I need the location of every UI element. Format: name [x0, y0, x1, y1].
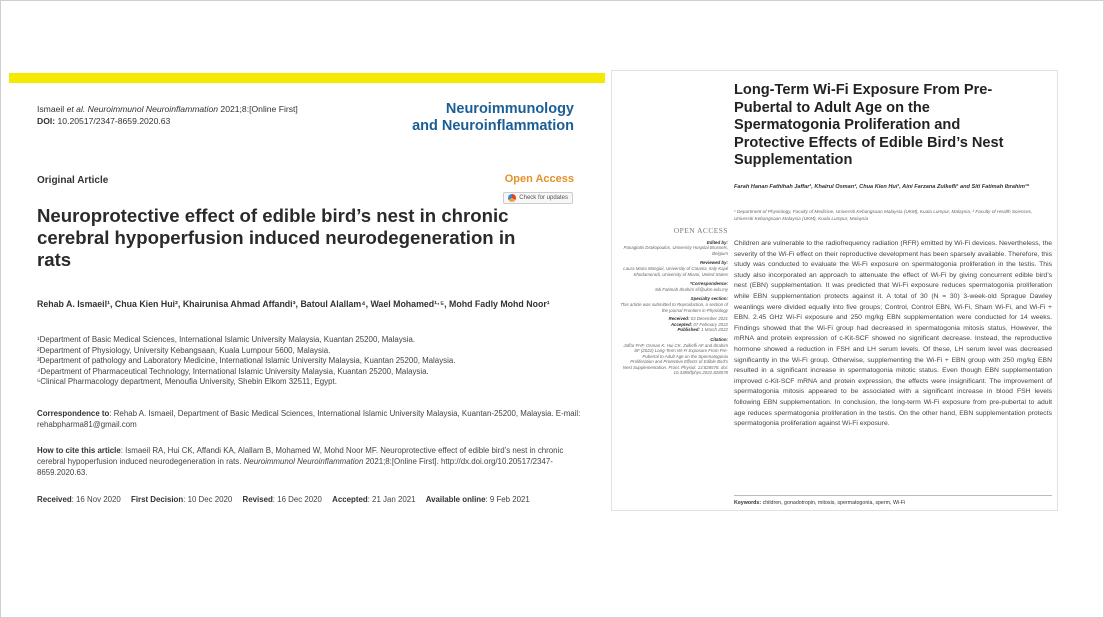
article-title: Neuroprotective effect of edible bird’s nest in chronic cerebral hypoperfusion induced neurodegeneration in rats [37, 205, 516, 270]
affiliation-item: ³Department of pathology and Laboratory Medicine, International Islamic University Malaysia, Kuantan 25200, Malaysia. [37, 356, 456, 366]
yellow-header-bar [9, 73, 605, 83]
sidebar-block: Edited by: Panagiotis Drakopoulos, University Hospital Brussels, Belgium [623, 239, 728, 256]
author-list: Rehab A. Ismaeil¹, Chua Kien Hui², Khairunisa Ahmad Affandi³, Batoul Alallam⁴, Wael Mohamed¹·⁵, Mohd Fadly Mohd Noor¹ [37, 299, 550, 309]
abstract: Children are vulnerable to the radiofrequency radiation (RFR) emitted by Wi-Fi devices. Nevertheless, the severity of the Wi-Fi effect on their reproductive development has been sparsely available. Therefore, this study was conducted to evaluate the Wi-Fi exposure on spermatogonia proliferation in the testis. This study also incorporated an approach to attenuate the effect of Wi-Fi by giving concurrent edible bird’s nest (EBN) supplementation. It was predicted that Wi-Fi exposure reduces spermatogonia proliferation while EBN supplementation protects against it. A total of 30 (N = 30) 3-week-old Sprague Dawley weanlings were divided equally into five groups; Control, Control EBN, Wi-Fi, Sham Wi-Fi, and Wi-Fi + EBN. 2.45 GHz Wi-Fi exposure and 250 mg/kg EBN supplementation were conducted for 14 weeks. Findings showed that the Wi-Fi group had decreased in spermatogonia mitosis status. However, the mRNA and protein expression of c-Kit-SCF showed no significant decrease. Instead, the reproductive hormone showed a reduction in FSH and LH serum levels. Of these, LH serum level was decreased significantly in the Wi-Fi group. Otherwise, supplementing the Wi-Fi + EBN group with 250 mg/kg EBN resulted in a significant increase in spermatogonia mitotic status. Even though EBN supplementation improved c-Kit-SCF mRNA and protein expression, the effects were insignificant. The improvement of spermatogonia mitosis appeared to be associated with a significant increase in blood FSH levels following EBN supplementation. In conclusion, the long-term Wi-Fi exposure from pre-pubertal to adult age reduces spermatogonia proliferation in the testis. On the other hand, EBN supplementation protects spermatogonia proliferation against Wi-Fi exposure. [734, 240, 1052, 428]
check-for-updates-button[interactable]: Check for updates [503, 192, 573, 204]
sidebar-block: *Correspondence: Siti Fatimah Ibrahim sfi@ukm.edu.my [654, 281, 728, 292]
affiliation-item: ²Department of Physiology, University Kebangsaan, Kuala Lumpour 5600, Malaysia. [37, 345, 331, 355]
article-type: Original Article [37, 175, 109, 186]
doi-line: DOI: 10.20517/2347-8659.2020.63 [37, 116, 171, 126]
sidebar-block: Citation: Jaffar FHF, Osman K, Hui CK, Zulkefli AF and Ibrahim SF (2022) Long-Term Wi-Fi Exposure From Pre-Pubertal to Adult Age on the Spermatogonia Proliferation and Protective Effects of Edible Bird’s Nest Supplementation. Front. Physiol. 13:828578. doi: 10.3389/fphys.2022.828578 [622, 336, 728, 376]
how-to-cite: How to cite this article: Ismaeil RA, Hui CK, Affandi KA, Alallam B, Mohamed W, Mohd Noor MF. Neuroprotective effect of edible bird’s nest in chronic cerebral hypoperfusion induced neurodegeneration in rats. Neuroimmunol Neuroinflammation 2021;8:[Online First]. http://dx.doi.org/10.20517/2347-8659.2020.63. [37, 446, 564, 477]
right-author-list: Farah Hanan Fathihah Jaffar¹, Khairul Osman², Chua Kien Hui¹, Aini Farzana Zulkefli¹ and Siti Fatimah Ibrahim¹* [734, 184, 1029, 190]
divider [734, 495, 1052, 496]
sidebar-block: Reviewed by: Laura Maria Mongioì, University of Catania, Italy Kajal Khodamoradi, University of Miami, United States [623, 260, 728, 277]
affiliation-item: ⁴Department of Pharmaceutical Technology, International Islamic University Malaysia, Kuantan 25200, Malaysia. [37, 366, 429, 376]
affiliation-item: ⁵Clinical Pharmacology department, Menoufia University, Shebin Elkom 32511, Egypt. [37, 377, 337, 387]
journal-name: Neuroimmunology and Neuroinflammation [412, 101, 574, 134]
right-affiliation: ¹ Department of Physiology, Faculty of Medicine, Universiti Kebangsaan Malaysia (UKM), Kuala Lumpur, Malaysia, ² Faculty of Health Sciences, Universiti Kebangsaan Malaysia (UKM), Kuala Lumpur, Malaysia [734, 209, 1033, 221]
article-info-sidebar [620, 228, 728, 376]
article-dates: Received: 16 Nov 2020 First Decision: 10 Dec 2020 Revised: 16 Dec 2020 Accepted: 21 Jan 2021 Available online: 9 Feb 2021 [37, 495, 530, 504]
sidebar-block: Accepted: 07 February 2022 [670, 321, 728, 327]
check-updates-icon [508, 194, 516, 202]
affiliations [37, 335, 582, 388]
right-article-title: Long-Term Wi-Fi Exposure From Pre-Pubertal to Adult Age on the Spermatogonia Proliferation and Protective Effects of Edible Bird’s Nest Supplementation [734, 82, 1004, 168]
sidebar-block: Published: 1 March 2022 [677, 327, 728, 333]
open-access-heading: OPEN ACCESS [673, 226, 728, 235]
left-article-page [9, 73, 605, 513]
open-access-label: Open Access [504, 173, 574, 185]
keywords: Keywords: children, gonadotropin, mitosis, spermatogonia, sperm, Wi-Fi [734, 500, 906, 506]
journal-citation: Ismaeil et al. Neuroimmunol Neuroinflammation 2021;8:[Online First] [37, 104, 298, 114]
sidebar-block: Received: 03 December 2021 [668, 316, 728, 322]
right-article-page [611, 70, 1058, 511]
correspondence: Correspondence to: Rehab A. Ismaeil, Department of Basic Medical Sciences, International Islamic University Malaysia, Kuantan-25200, Malaysia. E-mail: rehabpharma81@gmail.com [37, 409, 581, 429]
affiliation-item: ¹Department of Basic Medical Sciences, International Islamic University Malaysia, Kuantan 25200, Malaysia. [37, 335, 416, 344]
sidebar-block: Specialty section: This article was submitted to Reproduction, a section of the journal Frontiers in Physiology [620, 296, 728, 313]
